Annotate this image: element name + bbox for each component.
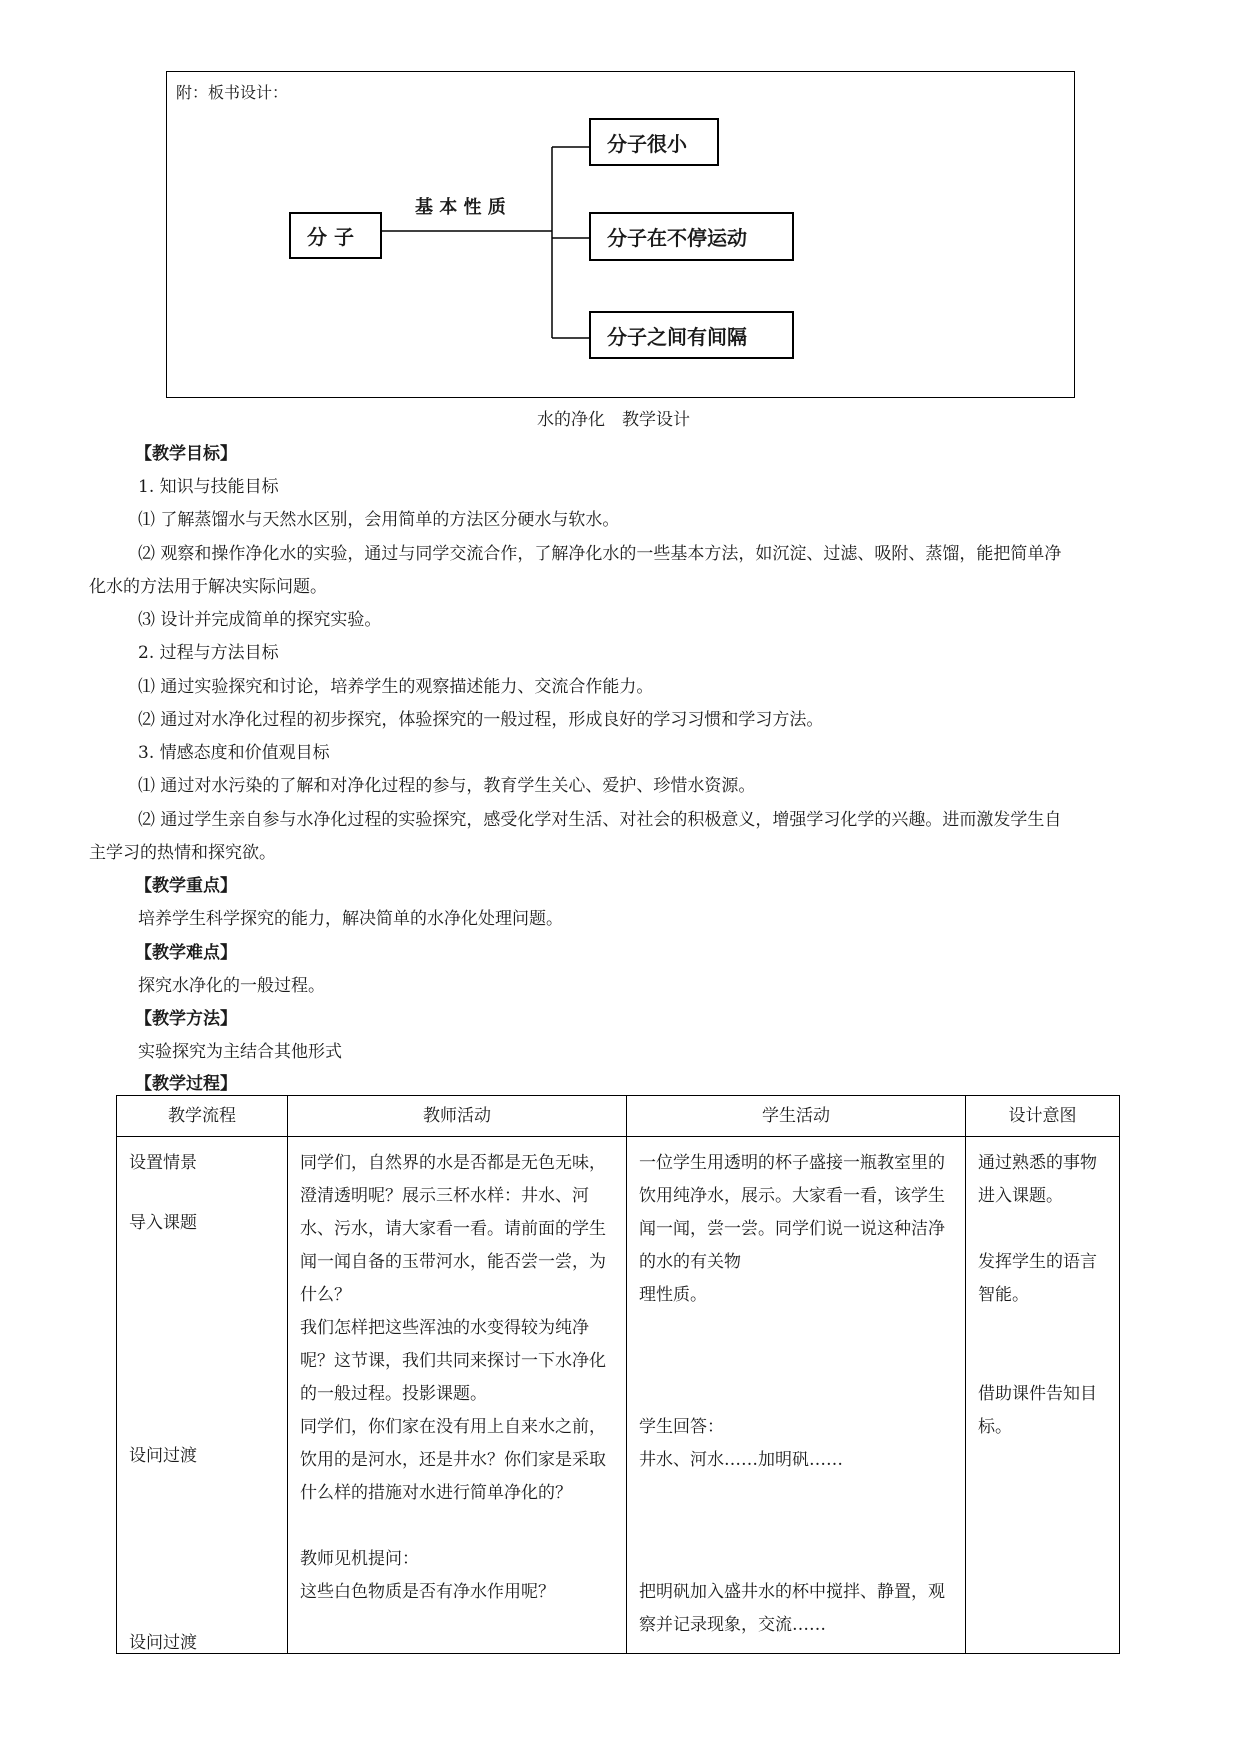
teacher-text-2: 我们怎样把这些浑浊的水变得较为纯净呢？这节课，我们共同来探讨一下水净化的一般过程。投影课题。 [300, 1318, 606, 1404]
objective-3-item-1: ⑴ 通过对水污染的了解和对净化过程的参与，教育学生关心、爱护、珍惜水资源。 [138, 776, 756, 796]
student-activity-cell [627, 1137, 966, 1654]
process-heading: 【教学过程】 [135, 1074, 237, 1094]
objective-3-item-2-cont: 主学习的热情和探究欲。 [89, 843, 276, 863]
flow-cell [117, 1137, 288, 1654]
col-header-student: 学生活动 [627, 1096, 966, 1137]
objective-3-item-2: ⑵ 通过学生亲自参与水净化过程的实验探究，感受化学对生活、对社会的积极意义，增强学习化学的兴趣。进而激发学生自 [138, 810, 1062, 830]
flow-step-1: 设置情景 [129, 1153, 197, 1173]
document-title: 水的净化 教学设计 [537, 410, 690, 430]
student-text-3: 井水、河水……加明矾…… [639, 1450, 843, 1470]
student-text-4: 把明矾加入盛井水的杯中搅拌、静置，观察并记录现象，交流…… [639, 1582, 945, 1635]
objective-1-item-3: ⑶ 设计并完成简单的探究实验。 [138, 610, 382, 630]
objective-1-item-2-cont: 化水的方法用于解决实际问题。 [89, 577, 327, 597]
board-relation-label: 基 本 性 质 [415, 197, 506, 218]
difficulty-text: 探究水净化的一般过程。 [138, 976, 325, 996]
student-text-1: 一位学生用透明的杯子盛接一瓶教室里的饮用纯净水，展示。大家看一看，该学生闻一闻，尝一尝。同学们说一说这种洁净的水的有关物 [639, 1153, 945, 1272]
intent-text-3: 借助课件告知目标。 [978, 1384, 1097, 1437]
objective-2-item-2: ⑵ 通过对水净化过程的初步探究，体验探究的一般过程，形成良好的学习习惯和学习方法。 [138, 710, 824, 730]
objective-2-title: 2. 过程与方法目标 [138, 643, 279, 663]
table-header-row [117, 1096, 1120, 1137]
col-header-intent: 设计意图 [966, 1096, 1120, 1137]
flow-step-2: 导入课题 [129, 1213, 197, 1233]
design-intent-cell [966, 1137, 1120, 1654]
teacher-text-5: 这些白色物质是否有净水作用呢？ [300, 1582, 555, 1602]
table-row [117, 1137, 1120, 1654]
objective-3-title: 3. 情感态度和价值观目标 [138, 743, 330, 763]
board-item-3: 分子之间有间隔 [589, 311, 794, 359]
board-item-2: 分子在不停运动 [589, 212, 794, 261]
objective-1-title: 1. 知识与技能目标 [138, 477, 279, 497]
objective-2-item-1: ⑴ 通过实验探究和讨论，培养学生的观察描述能力、交流合作能力。 [138, 677, 654, 697]
method-heading: 【教学方法】 [135, 1009, 237, 1029]
teacher-text-3: 同学们，你们家在没有用上自来水之前，饮用的是河水，还是井水？你们家是采取什么样的措施对水进行简单净化的？ [300, 1417, 606, 1503]
student-text-1b: 理性质。 [639, 1285, 707, 1305]
col-header-flow: 教学流程 [117, 1096, 288, 1137]
difficulty-heading: 【教学难点】 [135, 943, 237, 963]
key-points-heading: 【教学重点】 [135, 876, 237, 896]
method-text: 实验探究为主结合其他形式 [138, 1042, 342, 1062]
objective-1-item-2: ⑵ 观察和操作净化水的实验，通过与同学交流合作，了解净化水的一些基本方法，如沉淀、过滤、吸附、蒸馏，能把简单净 [138, 544, 1062, 564]
teaching-process-table [116, 1095, 1120, 1654]
intent-text-2: 发挥学生的语言智能。 [978, 1252, 1097, 1305]
student-text-2: 学生回答： [639, 1417, 724, 1437]
teacher-activity-cell [288, 1137, 627, 1654]
flow-step-3: 设问过渡 [129, 1446, 197, 1466]
board-item-1: 分子很小 [589, 118, 719, 166]
key-points-text: 培养学生科学探究的能力，解决简单的水净化处理问题。 [138, 909, 563, 929]
board-caption: 附：板书设计： [176, 83, 289, 102]
board-root-node: 分 子 [289, 212, 382, 259]
col-header-teacher: 教师活动 [288, 1096, 627, 1137]
teacher-text-4: 教师见机提问： [300, 1549, 419, 1569]
objective-1-item-1: ⑴ 了解蒸馏水与天然水区别，会用简单的方法区分硬水与软水。 [138, 510, 620, 530]
intent-text-1: 通过熟悉的事物进入课题。 [978, 1153, 1097, 1206]
teacher-text-1: 同学们，自然界的水是否都是无色无味，澄清透明呢？展示三杯水样：井水、河水、污水，请大家看一看。请前面的学生闻一闻自备的玉带河水，能否尝一尝，为什么？ [300, 1153, 606, 1305]
flow-step-4: 设问过渡 [129, 1633, 197, 1653]
objectives-heading: 【教学目标】 [135, 444, 237, 464]
